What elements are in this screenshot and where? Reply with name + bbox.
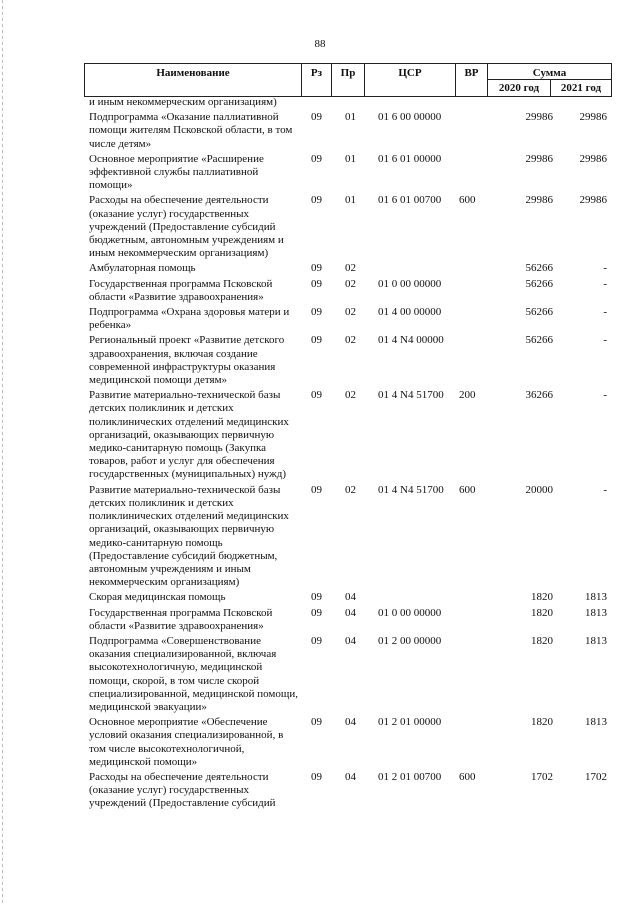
row-sum-2021: 1813 <box>585 591 607 604</box>
row-rz: 09 <box>311 194 322 207</box>
row-sum-2021: - <box>603 306 607 319</box>
row-sum-2020: 20000 <box>525 483 553 496</box>
row-name: Основное мероприятие «Расширение эффективной службы паллиативной помощи» <box>89 152 264 192</box>
row-rz: 09 <box>311 591 322 604</box>
row-name: Региональный проект «Развитие детского здравоохранения, включая создание современной инфраструктуры оказания медицинской помощи детям» <box>89 334 285 387</box>
page-number: 88 <box>314 38 326 50</box>
row-sum-2020: 1820 <box>531 591 553 604</box>
row-pr: 04 <box>345 591 356 604</box>
row-name: Подпрограмма «Оказание паллиативной помощи жителям Псковской области, в том числе детям» <box>89 111 293 150</box>
row-pr: 01 <box>345 152 356 165</box>
table-row <box>89 111 619 151</box>
header-pr: Пр <box>332 64 365 96</box>
header-rz: Рз <box>302 64 332 96</box>
row-sum-2020: 1702 <box>531 770 553 783</box>
row-csr: 01 2 00 00000 <box>378 634 442 647</box>
row-rz: 09 <box>311 334 322 347</box>
row-name: Амбулаторная помощь <box>89 262 196 275</box>
row-csr: 01 4 N4 00000 <box>378 334 444 347</box>
row-csr: 01 6 00 00000 <box>378 111 442 124</box>
header-year-2021: 2021 год <box>560 82 602 94</box>
row-sum-2020: 29986 <box>525 111 553 124</box>
row-csr: 01 0 00 00000 <box>378 277 442 290</box>
row-sum-2020: 56266 <box>525 277 553 290</box>
row-sum-2021: - <box>603 277 607 290</box>
header-name: Наименование <box>85 64 302 96</box>
row-sum-2021: 1702 <box>585 770 607 783</box>
table-row <box>89 607 619 633</box>
row-rz: 09 <box>311 277 322 290</box>
row-rz: 09 <box>311 306 322 319</box>
table-row <box>89 262 619 275</box>
row-rz: 09 <box>311 606 322 619</box>
row-pr: 04 <box>345 716 356 729</box>
table-row <box>89 716 619 769</box>
row-pr: 02 <box>345 277 356 290</box>
row-vr: 200 <box>459 389 476 402</box>
row-csr: 01 4 N4 51700 <box>378 389 444 402</box>
header-year-2020: 2020 год <box>488 80 551 96</box>
row-sum-2021: - <box>603 483 607 496</box>
table-row <box>89 306 619 332</box>
row-name: Подпрограмма «Охрана здоровья матери и ребенка» <box>89 306 290 332</box>
row-csr: 01 2 01 00000 <box>378 716 442 729</box>
row-csr: 01 2 01 00700 <box>378 770 442 783</box>
row-sum-2020: 1820 <box>531 606 553 619</box>
row-pr: 02 <box>345 389 356 402</box>
row-pr: 01 <box>345 194 356 207</box>
row-sum-2021: - <box>603 262 607 275</box>
table-row <box>89 194 619 260</box>
header-sum: Сумма <box>488 64 611 80</box>
row-name: Основное мероприятие «Обеспечение условий оказания специализированной, в том числе высокотехнологичной, медицинской помощи» <box>89 716 284 768</box>
table-row <box>89 96 619 109</box>
row-pr: 02 <box>345 306 356 319</box>
row-name: Государственная программа Псковской области «Развитие здравоохранения» <box>89 277 273 303</box>
row-pr: 01 <box>345 111 356 124</box>
table-row <box>89 771 619 811</box>
row-pr: 02 <box>345 262 356 275</box>
row-csr: 01 4 00 00000 <box>378 306 442 319</box>
row-sum-2020: 56266 <box>525 306 553 319</box>
table-row <box>89 278 619 304</box>
row-pr: 02 <box>345 483 356 496</box>
scan-edge <box>2 0 3 905</box>
table-body <box>89 96 619 811</box>
row-sum-2021: 1813 <box>585 634 607 647</box>
table-header <box>84 63 612 97</box>
row-pr: 04 <box>345 634 356 647</box>
row-rz: 09 <box>311 152 322 165</box>
row-vr: 600 <box>459 770 476 783</box>
row-sum-2021: 29986 <box>579 111 607 124</box>
row-sum-2020: 56266 <box>525 334 553 347</box>
row-rz: 09 <box>311 262 322 275</box>
table-row <box>89 153 619 193</box>
row-rz: 09 <box>311 770 322 783</box>
row-sum-2020: 36266 <box>525 389 553 402</box>
row-rz: 09 <box>311 483 322 496</box>
row-sum-2021: 1813 <box>585 606 607 619</box>
table-row <box>89 635 619 714</box>
row-sum-2021: 29986 <box>579 194 607 207</box>
row-csr: 01 6 01 00000 <box>378 152 442 165</box>
row-csr: 01 6 01 00700 <box>378 194 442 207</box>
row-sum-2021: 29986 <box>579 152 607 165</box>
row-pr: 04 <box>345 606 356 619</box>
table-row <box>89 334 619 387</box>
row-name: Развитие материально-технической базы детских поликлиник и детских поликлинических отделений медицинских организаций, оказывающих первичную медико-санитарную помощь (Предоставление субсидий бюджетным, автономным учреждениям и иным некоммерческим организациям) <box>89 483 289 589</box>
header-vr: ВР <box>456 64 488 96</box>
row-sum-2021: 1813 <box>585 716 607 729</box>
row-name: Государственная программа Псковской области «Развитие здравоохранения» <box>89 606 273 632</box>
header-csr: ЦСР <box>365 64 456 96</box>
row-pr: 04 <box>345 770 356 783</box>
row-name: Расходы на обеспечение деятельности (оказание услуг) государственных учреждений (Предоставление субсидий <box>89 770 276 810</box>
row-name: Расходы на обеспечение деятельности (оказание услуг) государственных учреждений (Предоставление субсидий бюджетным, автономным учреждениям и иным некоммерческим организациям) <box>89 194 284 260</box>
row-name: Скорая медицинская помощь <box>89 591 226 604</box>
row-name: Развитие материально-технической базы детских поликлиник и детских поликлинических отделений медицинских организаций, оказывающих первичную медико-санитарную помощь (Закупка товаров, работ и услуг для обеспечения государственных (муниципальных) нужд) <box>89 389 289 481</box>
row-rz: 09 <box>311 111 322 124</box>
row-vr: 600 <box>459 194 476 207</box>
row-pr: 02 <box>345 334 356 347</box>
row-rz: 09 <box>311 389 322 402</box>
row-sum-2020: 1820 <box>531 634 553 647</box>
row-sum-2021: - <box>603 389 607 402</box>
row-rz: 09 <box>311 716 322 729</box>
row-name: Подпрограмма «Совершенствование оказания специализированной, включая высокотехнологичную, медицинской помощи, скорой, в том числе скорой специализированной, медицинской помощи, медицинской эвакуации» <box>89 634 298 713</box>
row-sum-2020: 29986 <box>525 194 553 207</box>
row-csr: 01 4 N4 51700 <box>378 483 444 496</box>
table-row <box>89 591 619 604</box>
table-row <box>89 484 619 590</box>
row-csr: 01 0 00 00000 <box>378 606 442 619</box>
row-sum-2021: - <box>603 334 607 347</box>
row-sum-2020: 56266 <box>525 262 553 275</box>
row-vr: 600 <box>459 483 476 496</box>
table-row <box>89 389 619 481</box>
row-sum-2020: 1820 <box>531 716 553 729</box>
row-name: и иным некоммерческим организациям) <box>89 96 277 108</box>
row-rz: 09 <box>311 634 322 647</box>
row-sum-2020: 29986 <box>525 152 553 165</box>
